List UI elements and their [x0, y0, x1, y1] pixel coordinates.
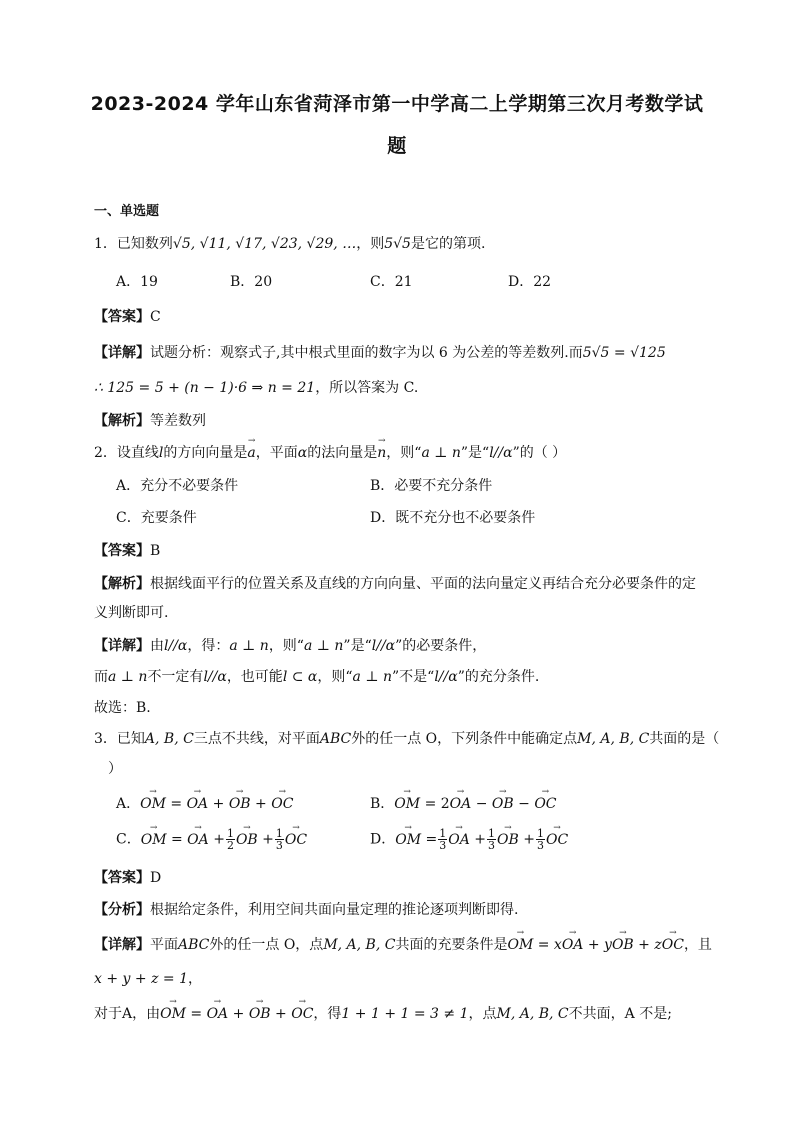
q1-option-d: D．22	[508, 274, 552, 290]
q3-option-c: C．→ OM = → OA + $\frac{1}{2}$ → OB + $\frac{1}{3}$ → OC	[116, 828, 307, 851]
title-line-1: 2023-2024 学年山东省菏泽市第一中学高二上学期第三次月考数学试	[90, 93, 704, 115]
q2-option-a: A．充分不必要条件	[116, 478, 239, 494]
q2-stem: 2．设直线l的方向向量是→ a，平面α的法向量是→ n，则“a ⊥ n”是“l//α”的（ ）	[94, 443, 566, 463]
q3-option-a: A．→ OM = → OA + → OB + → OC	[116, 794, 293, 814]
q1-sequence: √5, √11, √17, √23, √29, …	[172, 236, 357, 252]
q1-option-b: B．20	[230, 274, 273, 290]
q2-option-c: C．充要条件	[116, 510, 197, 526]
q1-option-a: A．19	[116, 274, 158, 290]
q2-answer: 【答案】B	[94, 543, 161, 559]
section-heading: 一、单选题	[94, 204, 160, 219]
q3-detail-line-3: 对于A，由→ OM = → OA + → OB + → OC，得1 + 1 + 1 = 3 ≠ 1，点M, A, B, C不共面，A 不是;	[94, 1004, 672, 1024]
q3-option-d: D．→ OM = $\frac{1}{3}$ → OA + $\frac{1}{3}$ → OB + $\frac{1}{3}$ → OC	[370, 828, 568, 851]
q3-answer: 【答案】D	[94, 870, 162, 886]
q3-fenxi: 【分析】根据给定条件，利用空间共面向量定理的推论逐项判断即得.	[94, 902, 519, 918]
q1-detail-line-1: 【详解】试题分析：观察式子,其中根式里面的数字为以 6 为公差的等差数列.而5√5 = √125	[94, 345, 666, 361]
q1-stem: 1．已知数列√5, √11, √17, √23, √29, …，则5√5是它的第项.	[94, 236, 486, 252]
q2-analysis-line-1: 【解析】根据线面平行的位置关系及直线的方向向量、平面的法向量定义再结合充分必要条件的定	[94, 576, 696, 592]
q2-option-b: B．必要不充分条件	[370, 478, 493, 494]
q3-detail-line-2: x + y + z = 1，	[94, 971, 202, 987]
q1-option-c: C．21	[370, 274, 413, 290]
q1-target: 5√5	[384, 236, 411, 252]
q3-stem-close: ）	[108, 761, 122, 777]
q1-answer: 【答案】C	[94, 309, 161, 325]
q2-analysis-line-2: 义判断即可.	[94, 605, 169, 621]
title-line-2: 题	[387, 135, 407, 157]
q2-detail-line-1: 【详解】由l//α，得：a ⊥ n，则“a ⊥ n”是“l//α”的必要条件，	[94, 638, 487, 654]
q2-choose: 故选：B.	[94, 700, 151, 716]
q1-analysis: 【解析】等差数列	[94, 413, 206, 429]
q2-detail-line-2: 而a ⊥ n不一定有l//α，也可能l ⊂ α，则“a ⊥ n”不是“l//α”的充分条件.	[94, 669, 540, 685]
q2-option-d: D．既不充分也不必要条件	[370, 510, 536, 526]
document-title	[60, 83, 734, 167]
q3-stem: 3．已知A, B, C三点不共线，对平面ABC外的任一点 O，下列条件中能确定点M, A, B, C共面的是（	[94, 731, 720, 747]
q3-detail-line-1: 【详解】平面ABC外的任一点 O，点M, A, B, C共面的充要条件是→ OM = x→ OA + y→ OB + z→ OC，且	[94, 935, 712, 955]
q1-detail-line-2: ∴ 125 = 5 + (n − 1)·6 ⇒ n = 21，所以答案为 C.	[94, 380, 419, 396]
q3-option-b: B．→ OM = 2→ OA − → OB − → OC	[370, 794, 557, 814]
